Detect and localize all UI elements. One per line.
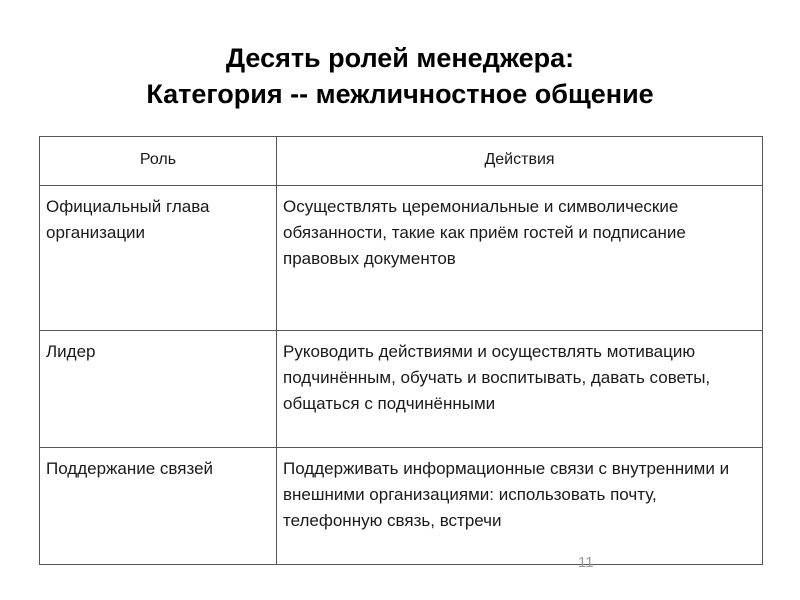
table-header-row <box>40 137 763 186</box>
table-row <box>40 448 763 565</box>
header-role: Роль <box>40 137 277 186</box>
table-row <box>40 331 763 448</box>
role-cell: Поддержание связей <box>40 448 277 565</box>
title-line-1: Десять ролей менеджера: <box>225 43 575 73</box>
role-cell: Официальный глава организации <box>40 186 277 331</box>
role-cell: Лидер <box>40 331 277 448</box>
roles-table <box>39 136 763 565</box>
table-row <box>40 186 763 331</box>
actions-cell: Руководить действиями и осуществлять мотивацию подчинённым, обучать и воспитывать, давать советы, общаться с подчинёнными <box>277 331 763 448</box>
slide-title <box>0 40 800 112</box>
page-number: 11 <box>578 554 594 571</box>
actions-cell: Осуществлять церемониальные и символические обязанности, такие как приём гостей и подписание правовых документов <box>277 186 763 331</box>
actions-cell: Поддерживать информационные связи с внутренними и внешними организациями: использовать почту, телефонную связь, встречи <box>277 448 763 565</box>
header-actions: Действия <box>277 137 763 186</box>
title-line-2: Категория -- межличностное общение <box>146 79 654 109</box>
